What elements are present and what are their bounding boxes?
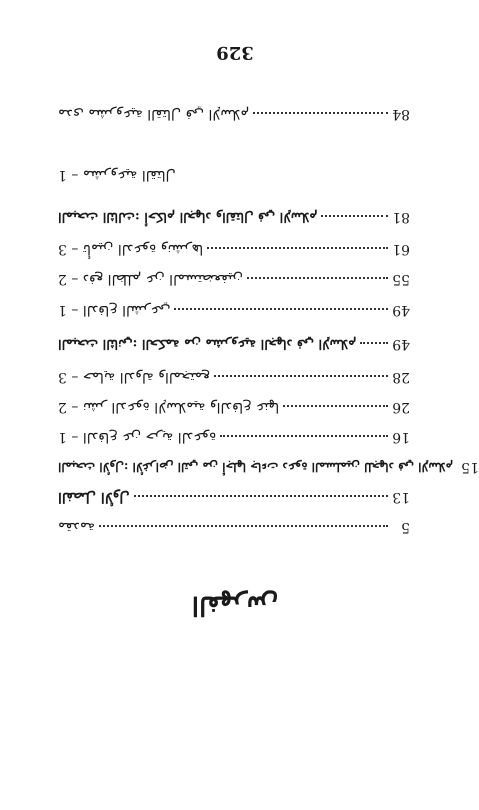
toc-entry-title: 1 – مشروعية القتال xyxy=(58,167,176,183)
toc-page-number: 84 xyxy=(392,106,410,122)
dot-leader xyxy=(134,495,388,507)
dot-leader xyxy=(360,342,388,354)
toc-entry-title: الفصل الأول xyxy=(58,489,130,505)
dot-leader xyxy=(220,435,388,447)
toc-entry xyxy=(58,100,410,122)
toc-entry-title: 3 – حماية الدولة والمجتمع xyxy=(58,369,210,385)
toc-entry xyxy=(58,423,410,445)
toc-entry-title: 3 – تأمين الدعوة ونشرها xyxy=(58,241,204,257)
dot-leader xyxy=(321,215,388,227)
toc-entry xyxy=(58,161,410,183)
toc-entry-title: 2 – دفع الظلم عن المستضعفين xyxy=(58,271,243,287)
toc-page-number: 16 xyxy=(392,429,410,445)
toc-entry-title: مدى مشروعية القتال في الإسلام xyxy=(58,106,250,122)
toc-page-number: 15 xyxy=(461,459,479,475)
dot-leader xyxy=(247,277,388,289)
toc-entry xyxy=(58,393,410,415)
toc-entry xyxy=(58,483,410,505)
toc-page-number: 26 xyxy=(392,399,410,415)
toc-page-number: 49 xyxy=(392,302,410,318)
dot-leader xyxy=(283,405,388,417)
toc-entry xyxy=(58,203,410,225)
toc-entry-title: 2 – نشر الدعوة الإسلامية والدفاع عنها xyxy=(58,399,280,415)
page-number: 329 xyxy=(216,42,254,63)
toc-entry-title: المبحث الأول: الأغراض التي من أجلها جاءت دعوة المسلمين للجهاد في الإسلام xyxy=(58,460,453,474)
dot-leader xyxy=(253,112,388,124)
toc-entry xyxy=(58,296,410,318)
dot-leader xyxy=(214,375,388,387)
toc-page-number: 49 xyxy=(392,336,410,352)
page-title: الفهرس xyxy=(191,590,279,620)
toc-page-number: 61 xyxy=(392,241,410,257)
toc-entry-title: مقدمة xyxy=(58,519,95,535)
toc-entry-title: 1 – الدفاع عن حرية الدعوة xyxy=(58,429,217,445)
dot-leader xyxy=(207,247,388,259)
toc-entry xyxy=(58,330,410,352)
toc-entry xyxy=(58,265,410,287)
toc-entry-title: 1 – الدفاع الشرعي xyxy=(58,302,171,318)
toc-entry-title: المبحث الثاني: الحكمة من مشروعية الجهاد في الإسلام xyxy=(58,336,357,351)
toc-page-number: 13 xyxy=(392,489,410,505)
toc-entry xyxy=(58,363,410,385)
toc-entry xyxy=(58,453,479,475)
toc-entry xyxy=(58,235,410,257)
dot-leader xyxy=(174,308,388,320)
toc-page-number: 81 xyxy=(392,209,410,225)
toc-page-number: 5 xyxy=(401,519,410,535)
toc-entry-title: المبحث الثالث: أحكام الجهاد والقتال في الإسلام xyxy=(58,209,318,224)
toc-page-number: 55 xyxy=(392,271,410,287)
toc-entry xyxy=(58,513,410,535)
toc-page-number: 28 xyxy=(392,369,410,385)
dot-leader xyxy=(99,525,388,537)
